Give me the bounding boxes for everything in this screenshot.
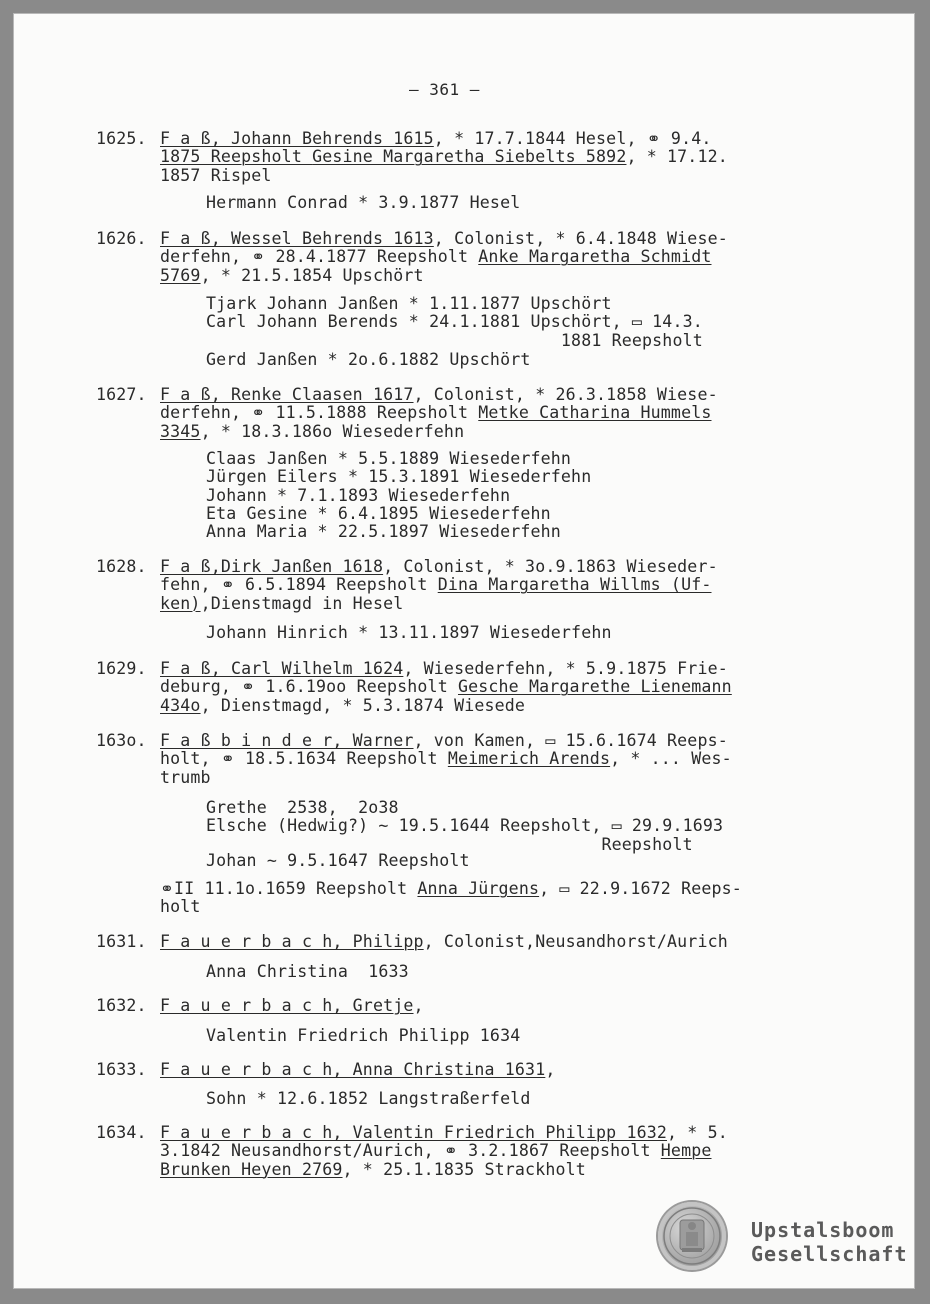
entry-number: 1629. bbox=[96, 659, 147, 678]
underlined-name: 3345 bbox=[160, 421, 201, 441]
child-line: Eta Gesine * 6.4.1895 Wiesederfehn bbox=[206, 503, 551, 523]
entry-line bbox=[160, 595, 403, 613]
underlined-name: Meimerich Arends bbox=[447, 749, 611, 769]
logo-line-2: Gesellschaft bbox=[751, 1242, 908, 1266]
underlined-name: Gesine Margaretha Siebelts 5892 bbox=[312, 147, 627, 167]
entry-line bbox=[160, 769, 211, 787]
child-line: Jürgen Eilers * 15.3.1891 Wiesederfehn bbox=[206, 467, 592, 487]
child-line: Hermann Conrad * 3.9.1877 Hesel bbox=[206, 193, 521, 212]
underlined-name: 434o bbox=[160, 695, 201, 715]
entry-number: 1631. bbox=[96, 932, 147, 951]
entry-line bbox=[160, 933, 728, 951]
underlined-name: Metke Catharina Hummels bbox=[478, 403, 712, 423]
entry-line bbox=[160, 1061, 555, 1079]
child-line: Valentin Friedrich Philipp 1634 bbox=[206, 1026, 521, 1045]
entry-number: 1627. bbox=[96, 385, 147, 404]
seal-emblem-icon bbox=[658, 1202, 726, 1270]
entry-text: fehn, ⚭ 6.5.1894 Reepsholt bbox=[160, 575, 438, 595]
child-line: Tjark Johann Janßen * 1.11.1877 Upschört bbox=[206, 294, 612, 313]
entry-number: 163o. bbox=[96, 731, 147, 750]
entry-text: derfehn, ⚭ 11.5.1888 Reepsholt bbox=[160, 403, 479, 423]
entry-text: ,Dienstmagd in Hesel bbox=[200, 593, 404, 613]
child-line: Johann Hinrich * 13.11.1897 Wiesederfehn bbox=[206, 623, 612, 642]
entry-text: , * 5. bbox=[667, 1123, 728, 1142]
entry-line bbox=[160, 148, 728, 166]
entry-number: 1625. bbox=[96, 129, 147, 148]
underlined-name: 5769 bbox=[160, 265, 201, 285]
entry-text: derfehn, ⚭ 28.4.1877 Reepsholt bbox=[160, 247, 479, 267]
underlined-name: Dina Margaretha Willms (Uf- bbox=[437, 575, 712, 595]
child-line: Reepsholt bbox=[206, 834, 693, 854]
underlined-name: Gesche Margarethe Lienemann bbox=[457, 677, 732, 697]
entry-text: , * 17.7.1844 Hesel, ⚭ 9.4. bbox=[433, 129, 712, 148]
entry-line bbox=[160, 750, 732, 768]
underlined-name: ken) bbox=[160, 593, 201, 613]
society-seal-logo bbox=[658, 1202, 726, 1270]
entry-text: , Colonist, * 26.3.1858 Wiese- bbox=[413, 385, 718, 404]
entry-line bbox=[160, 423, 464, 441]
entry-text: , ▭ 22.9.1672 Reeps- bbox=[539, 879, 742, 898]
second-marriage-line bbox=[160, 880, 742, 898]
child-line: Sohn * 12.6.1852 Langstraßerfeld bbox=[206, 1089, 531, 1108]
underlined-name: F a ß b i n d e r, Warner bbox=[160, 731, 414, 750]
entry-number: 1632. bbox=[96, 996, 147, 1015]
entry-line bbox=[160, 576, 712, 594]
entry-text: , Wiesederfehn, * 5.9.1875 Frie- bbox=[403, 659, 728, 678]
entry-text: ⚭II 11.1o.1659 Reepsholt bbox=[160, 879, 418, 898]
entry-text: , Colonist,Neusandhorst/Aurich bbox=[423, 932, 728, 951]
child-line: Anna Maria * 22.5.1897 Wiesederfehn bbox=[206, 522, 561, 542]
second-marriage-line bbox=[160, 898, 201, 916]
underlined-name: F a ß, Johann Behrends 1615 bbox=[160, 129, 434, 148]
entry-line bbox=[160, 404, 712, 422]
child-line: Carl Johann Berends * 24.1.1881 Upschört, ▭ 14.3. bbox=[206, 312, 703, 332]
document-page bbox=[14, 14, 914, 1288]
entry-text: , bbox=[413, 996, 424, 1015]
entry-number: 1633. bbox=[96, 1060, 147, 1079]
underlined-name: F a ß, Renke Claasen 1617 bbox=[160, 385, 414, 404]
entry-line bbox=[160, 1161, 586, 1179]
entry-text: , * ... Wes- bbox=[610, 749, 732, 769]
underlined-name: F a ß,Dirk Janßen 1618 bbox=[160, 557, 384, 576]
entry-line bbox=[160, 167, 272, 185]
entry-line bbox=[160, 697, 525, 715]
entry-text: 3.1842 Neusandhorst/Aurich, ⚭ 3.2.1867 Reepsholt bbox=[160, 1141, 661, 1161]
entry-text: , Colonist, * 3o.9.1863 Wieseder- bbox=[383, 557, 718, 576]
entry-text: , * 17.12. bbox=[626, 147, 728, 167]
underlined-name: F a u e r b a c h, Gretje bbox=[160, 996, 414, 1015]
underlined-name: F a u e r b a c h, Anna Christina 1631 bbox=[160, 1060, 546, 1079]
entry-number: 1634. bbox=[96, 1123, 147, 1142]
entry-text: holt, ⚭ 18.5.1634 Reepsholt bbox=[160, 749, 448, 769]
entry-line bbox=[160, 248, 712, 266]
entry-line bbox=[160, 678, 732, 696]
underlined-name: Hempe bbox=[660, 1141, 712, 1161]
entry-line bbox=[160, 1124, 728, 1142]
entry-line bbox=[160, 660, 728, 678]
entry-text: deburg, ⚭ 1.6.19oo Reepsholt bbox=[160, 677, 458, 697]
child-line: Anna Christina 1633 bbox=[206, 962, 409, 981]
entry-text: 1857 Rispel bbox=[160, 165, 272, 185]
entry-line bbox=[160, 386, 718, 404]
entry-text: , von Kamen, ▭ 15.6.1674 Reeps- bbox=[413, 731, 728, 750]
underlined-name: F a u e r b a c h, Philipp bbox=[160, 932, 424, 951]
underlined-name: F a ß, Carl Wilhelm 1624 bbox=[160, 659, 404, 678]
entry-text: , Colonist, * 6.4.1848 Wiese- bbox=[433, 229, 728, 248]
child-line: Johan ~ 9.5.1647 Reepsholt bbox=[206, 851, 470, 870]
underlined-name: F a ß, Wessel Behrends 1613 bbox=[160, 229, 434, 248]
underlined-name: Anke Margaretha Schmidt bbox=[478, 247, 712, 267]
entry-line bbox=[160, 130, 712, 148]
entry-line bbox=[160, 1142, 712, 1160]
entry-line bbox=[160, 558, 718, 576]
underlined-name: Brunken Heyen 2769 bbox=[160, 1159, 343, 1179]
entry-line bbox=[160, 732, 728, 750]
entry-number: 1628. bbox=[96, 557, 147, 576]
entry-line bbox=[160, 230, 728, 248]
underlined-name: F a u e r b a c h, Valentin Friedrich Philipp 1632 bbox=[160, 1123, 668, 1142]
child-line: Gerd Janßen * 2o.6.1882 Upschört bbox=[206, 350, 531, 369]
entry-text: trumb bbox=[160, 767, 211, 787]
entry-text: , * 25.1.1835 Strackholt bbox=[342, 1159, 586, 1179]
entry-number: 1626. bbox=[96, 229, 147, 248]
child-line: Grethe 2538, 2o38 bbox=[206, 798, 399, 817]
child-line: Johann * 7.1.1893 Wiesederfehn bbox=[206, 485, 511, 505]
child-line: Elsche (Hedwig?) ~ 19.5.1644 Reepsholt, ▭ 29.9.1693 bbox=[206, 816, 724, 836]
underlined-name: 1875 Reepsholt bbox=[160, 147, 313, 167]
underlined-name: Anna Jürgens bbox=[417, 879, 540, 898]
entry-line bbox=[160, 997, 424, 1015]
child-line: 1881 Reepsholt bbox=[206, 330, 703, 350]
entry-text: , Dienstmagd, * 5.3.1874 Wiesede bbox=[200, 695, 526, 715]
entry-line bbox=[160, 267, 424, 285]
entry-text: , bbox=[545, 1060, 556, 1079]
child-line: Claas Janßen * 5.5.1889 Wiesederfehn bbox=[206, 449, 572, 468]
society-logo-text bbox=[751, 1218, 908, 1266]
entry-text: holt bbox=[160, 897, 201, 917]
page-number: – 361 – bbox=[409, 80, 480, 99]
entry-text: , * 21.5.1854 Upschört bbox=[200, 265, 424, 285]
entry-text: , * 18.3.186o Wiesederfehn bbox=[200, 421, 465, 441]
logo-line-1: Upstalsboom bbox=[751, 1218, 895, 1242]
